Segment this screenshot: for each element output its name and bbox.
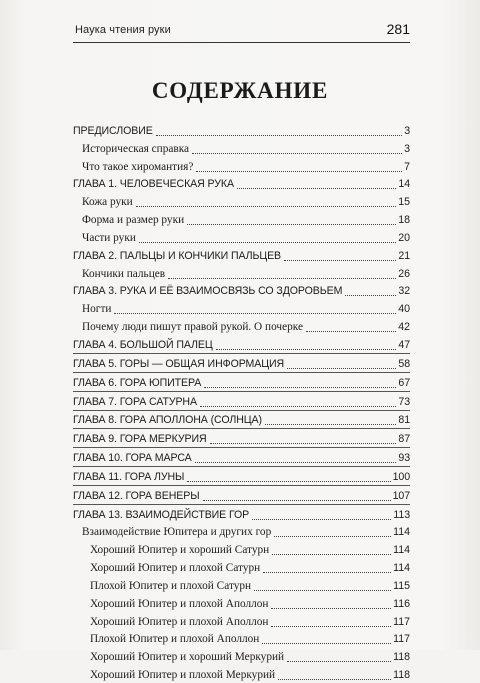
toc-entry-page: 115: [393, 579, 410, 592]
toc-entry-label: ПРЕДИСЛОВИЕ: [73, 124, 153, 137]
toc-entry-label: ГЛАВА 11. ГОРА ЛУНЫ: [73, 470, 185, 483]
toc-entry-page: 81: [398, 414, 410, 427]
toc-section-entry: [73, 264, 410, 282]
toc-section-entry: [73, 523, 410, 541]
toc-entry-label: ГЛАВА 4. БОЛЬШОЙ ПАЛЕЦ: [73, 338, 213, 351]
toc-section-entry: [73, 139, 410, 157]
toc-section-entry: [73, 558, 410, 576]
dot-leader: [187, 224, 396, 225]
toc-section-entry: [73, 665, 410, 683]
dot-leader: [195, 462, 397, 463]
toc-entry-label: ГЛАВА 10. ГОРА МАРСА: [73, 452, 192, 465]
toc-entry-page: 47: [398, 338, 410, 351]
toc-section-entry: [73, 594, 410, 612]
toc-entry-label: Части руки: [82, 231, 136, 244]
toc-entry-page: 32: [398, 285, 410, 298]
toc-entry-label: Взаимодействие Юпитера и других гор: [82, 526, 272, 539]
toc-entry-page: 113: [393, 508, 410, 521]
toc-entry-page: 26: [398, 267, 410, 280]
toc-entry-label: Что такое хиромантия?: [82, 160, 194, 173]
toc-entry-page: 117: [393, 615, 410, 628]
toc-chapter-entry: [73, 121, 410, 139]
toc-entry-label: ГЛАВА 6. ГОРА ЮПИТЕРА: [73, 376, 202, 389]
dot-leader: [265, 424, 397, 425]
dot-leader: [203, 500, 391, 501]
toc-entry-page: 87: [398, 433, 410, 446]
toc-entry-page: 114: [393, 544, 410, 557]
toc-title: СОДЕРЖАНИЕ: [151, 78, 329, 103]
dot-leader: [278, 679, 391, 680]
toc-entry-page: 114: [393, 526, 410, 539]
dot-leader: [187, 481, 390, 482]
toc-entry-label: Почему люди пишут правой рукой. О почерке: [82, 321, 303, 334]
toc-entry-page: 15: [398, 196, 410, 209]
toc-entry-label: ГЛАВА 9. ГОРА МЕРКУРИЯ: [73, 433, 207, 446]
toc-entry-page: 58: [398, 357, 410, 370]
toc-entry-page: 40: [398, 303, 410, 316]
toc-entry-page: 21: [398, 249, 410, 262]
toc-entry-page: 3: [404, 124, 410, 137]
dot-leader: [287, 661, 391, 662]
running-header: [73, 22, 410, 43]
dot-leader: [271, 626, 391, 627]
toc-section-entry: [73, 540, 410, 558]
dot-leader: [237, 188, 396, 189]
toc-entry-label: ГЛАВА 1. ЧЕЛОВЕЧЕСКАЯ РУКА: [73, 178, 234, 191]
dot-leader: [200, 406, 396, 407]
toc-entry-page: 118: [393, 669, 410, 682]
dot-leader: [254, 590, 391, 591]
dot-leader: [284, 260, 396, 261]
dot-leader: [210, 443, 397, 444]
toc-section-entry: [73, 228, 410, 246]
toc-entry-page: 7: [404, 160, 410, 173]
toc-chapter-entry: [73, 467, 410, 486]
toc-chapter-entry: [73, 282, 410, 300]
toc-entry-label: Хороший Юпитер и хороший Меркурий: [90, 651, 285, 664]
toc-entry-page: 18: [398, 214, 410, 227]
toc-entry-page: 14: [398, 178, 410, 191]
dot-leader: [306, 331, 396, 332]
toc-entry-label: Хороший Юпитер и плохой Сатурн: [90, 562, 261, 575]
toc-section-entry: [73, 299, 410, 317]
toc-entry-page: 114: [393, 562, 410, 575]
toc-entry-label: Историческая справка: [82, 142, 190, 155]
table-of-contents: [73, 121, 410, 683]
dot-leader: [252, 519, 391, 520]
dot-leader: [114, 313, 396, 314]
toc-entry-page: 107: [392, 489, 410, 502]
toc-entry-page: 42: [398, 321, 410, 334]
toc-section-entry: [73, 317, 410, 335]
toc-chapter-entry: [73, 392, 410, 411]
toc-chapter-entry: [73, 354, 410, 373]
toc-section-entry: [73, 157, 410, 175]
toc-entry-page: 20: [398, 231, 410, 244]
toc-entry-label: ГЛАВА 13. ВЗАИМОДЕЙСТВИЕ ГОР: [73, 508, 250, 521]
toc-entry-page: 73: [398, 395, 410, 408]
toc-entry-label: Плохой Юпитер и плохой Сатурн: [90, 579, 252, 592]
toc-chapter-entry: [73, 175, 410, 193]
dot-leader: [204, 387, 396, 388]
toc-entry-label: Форма и размер руки: [82, 214, 185, 227]
toc-entry-label: ГЛАВА 2. ПАЛЬЦЫ И КОНЧИКИ ПАЛЬЦЕВ: [73, 249, 282, 262]
dot-leader: [262, 643, 391, 644]
toc-chapter-entry: [73, 486, 410, 505]
toc-chapter-entry: [73, 373, 410, 392]
toc-chapter-entry: [73, 505, 410, 523]
toc-entry-page: 67: [398, 376, 410, 389]
toc-entry-label: ГЛАВА 3. РУКА И ЕЁ ВЗАИМОСВЯЗЬ СО ЗДОРОВЬЕМ: [73, 285, 343, 298]
toc-entry-label: Ногти: [82, 303, 112, 316]
toc-chapter-entry: [73, 335, 410, 354]
dot-leader: [287, 368, 396, 369]
dot-leader: [192, 153, 402, 154]
toc-entry-label: Хороший Юпитер и хороший Сатурн: [90, 544, 270, 557]
toc-entry-label: ГЛАВА 7. ГОРА САТУРНА: [73, 395, 197, 408]
toc-section-entry: [73, 612, 410, 630]
toc-entry-label: Кожа руки: [82, 196, 133, 209]
dot-leader: [139, 242, 396, 243]
toc-entry-page: 93: [398, 452, 410, 465]
dot-leader: [136, 206, 397, 207]
toc-entry-page: 100: [392, 470, 410, 483]
dot-leader: [345, 295, 396, 296]
toc-entry-label: ГЛАВА 12. ГОРА ВЕНЕРЫ: [73, 489, 200, 502]
dot-leader: [156, 135, 403, 136]
toc-section-entry: [73, 192, 410, 210]
toc-chapter-entry: [73, 411, 410, 430]
toc-entry-label: ГЛАВА 5. ГОРЫ — ОБЩАЯ ИНФОРМАЦИЯ: [73, 357, 285, 370]
toc-entry-label: Хороший Юпитер и плохой Аполлон: [90, 597, 269, 610]
toc-section-entry: [73, 630, 410, 648]
toc-chapter-entry: [73, 246, 410, 264]
toc-entry-page: 117: [393, 633, 410, 646]
running-title: Наука чтения руки: [75, 24, 171, 36]
toc-entry-label: ГЛАВА 8. ГОРА АПОЛЛОНА (СОЛНЦА): [73, 414, 262, 427]
toc-section-entry: [73, 210, 410, 228]
dot-leader: [272, 554, 391, 555]
dot-leader: [216, 349, 397, 350]
toc-entry-label: Хороший Юпитер и плохой Меркурий: [90, 669, 276, 682]
dot-leader: [263, 572, 391, 573]
page-number: 281: [386, 21, 410, 37]
toc-chapter-entry: [73, 448, 410, 467]
dot-leader: [274, 536, 391, 537]
dot-leader: [168, 278, 396, 279]
toc-entry-page: 118: [393, 651, 410, 664]
toc-section-entry: [73, 576, 410, 594]
toc-entry-page: 3: [404, 142, 410, 155]
toc-section-entry: [73, 647, 410, 665]
toc-entry-page: 116: [393, 597, 410, 610]
dot-leader: [271, 608, 391, 609]
toc-chapter-entry: [73, 429, 410, 448]
dot-leader: [196, 171, 402, 172]
toc-entry-label: Плохой Юпитер и плохой Аполлон: [90, 633, 260, 646]
toc-entry-label: Кончики пальцев: [82, 267, 166, 280]
toc-entry-label: Хороший Юпитер и плохой Аполлон: [90, 615, 269, 628]
